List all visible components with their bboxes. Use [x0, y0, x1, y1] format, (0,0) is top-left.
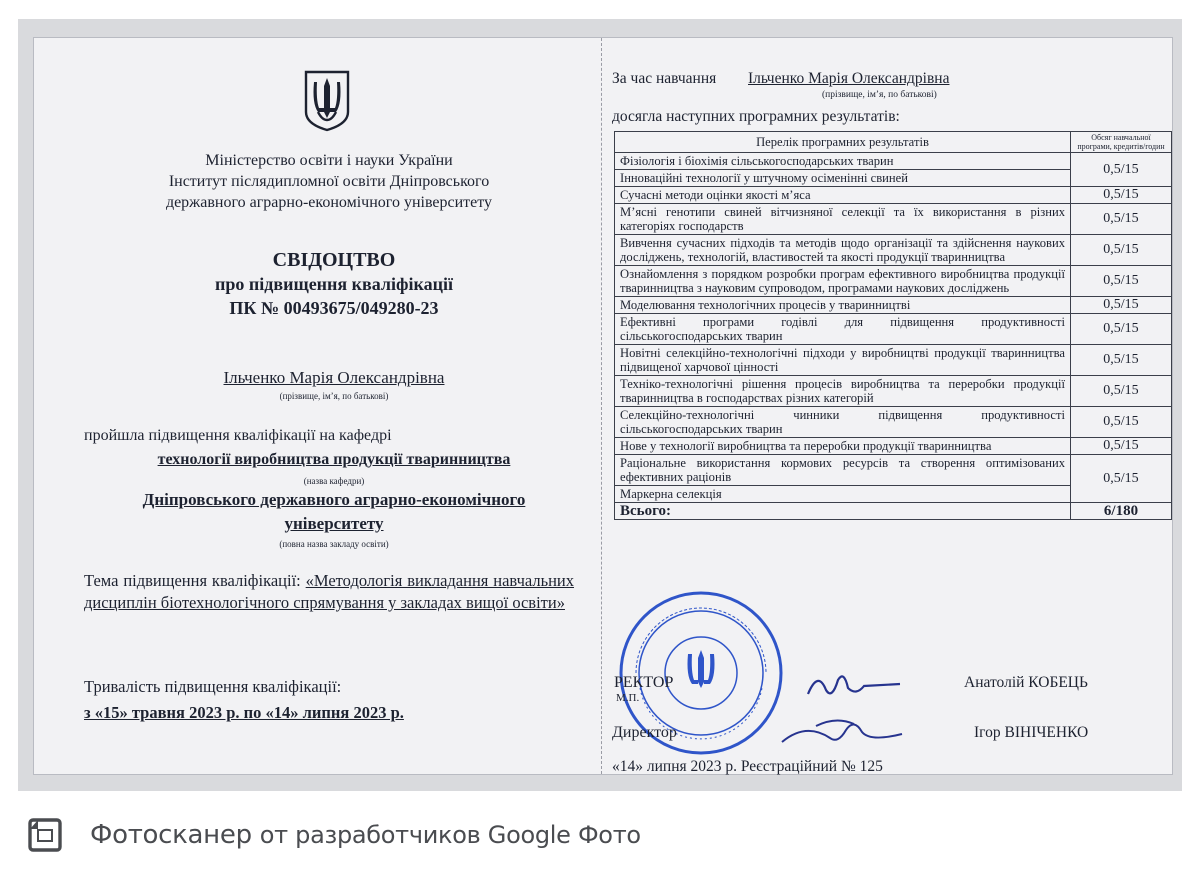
result-volume: 0,5/15: [1071, 438, 1172, 455]
table-row: [615, 376, 1172, 407]
results-name-hint: (прізвище, ім’я, по батькові): [822, 90, 937, 100]
rector-label: РЕКТОР: [614, 674, 674, 691]
results-person-name: Ільченко Марія Олександрівна: [748, 70, 950, 87]
result-item: М’ясні генотипи свиней вітчизняної селекції та їх використання в різних категоріях господарств: [615, 204, 1071, 235]
result-item: Моделювання технологічних процесів у тваринництві: [615, 297, 1071, 314]
results-table-body: [615, 153, 1172, 520]
institute-line: Інститут післядипломної освіти Дніпровського: [168, 173, 490, 190]
trident-emblem-icon: [302, 68, 352, 132]
results-table-header: [615, 132, 1172, 153]
director-label: Директор: [612, 724, 677, 741]
header-volume: Обсяг навчальної програми, кредитів/годин: [1071, 132, 1172, 153]
result-item: Інноваційні технології у штучному осімeнінні свиней: [615, 170, 1071, 187]
result-volume: 0,5/15: [1071, 407, 1172, 438]
director-name: Ігор ВІНІЧЕНКО: [974, 724, 1089, 741]
result-item: Фізіологія і біохімія сільськогосподарських тварин: [615, 153, 1071, 170]
passed-text-block: [84, 424, 584, 472]
app-banner-text: [90, 820, 641, 850]
table-row: [615, 204, 1172, 235]
person-name: Ільченко Марія Олександрівна: [223, 368, 445, 387]
name-hint: (прізвище, ім’я, по батькові): [279, 391, 389, 401]
duration-label: Тривалість підвищення кваліфікації:: [84, 677, 342, 696]
result-item: Нове у технології виробництва та переробки продукції тваринництва: [615, 438, 1071, 455]
photoscan-app-icon[interactable]: [28, 818, 62, 852]
table-row: [615, 407, 1172, 438]
total-value: 6/180: [1071, 503, 1172, 520]
result-volume: 0,5/15: [1071, 204, 1172, 235]
results-intro-label: За час навчання: [612, 70, 717, 87]
result-item: Ефективні програми годівлі для підвищення продуктивності сільськогосподарських тварин: [615, 314, 1071, 345]
topic-block: [84, 570, 574, 614]
result-item: Селекційно-технологічні чинники підвищення продуктивності сільськогосподарських тварин: [615, 407, 1071, 438]
ministry-line: Міністерство освіти і науки України: [205, 152, 453, 169]
results-table: [614, 131, 1172, 520]
result-volume: 0,5/15: [1071, 455, 1172, 503]
result-item: Вивчення сучасних підходів та методів щодо організації та здійснення наукових досліджень, технологій, властивостей та якості продукції тваринництва: [615, 235, 1071, 266]
results-achieved-text: досягла наступних програмних результатів:: [612, 108, 900, 125]
certificate-sheet: [33, 37, 1173, 775]
result-item: Маркерна селекція: [615, 486, 1071, 503]
table-row: [615, 455, 1172, 486]
passed-text: пройшла підвищення кваліфікації на кафедрі: [84, 427, 392, 444]
result-item: Новітні селекційно-технологічні підходи у виробництві продукції тваринництва підвищеної харчової цінності: [615, 345, 1071, 376]
university-line: державного аграрно-економічного університету: [165, 194, 493, 211]
total-label: Всього:: [615, 503, 1071, 520]
certificate-subtitle: про підвищення кваліфікації: [215, 274, 453, 294]
stamp-place-label: М.П.: [616, 692, 640, 704]
table-row: [615, 153, 1172, 170]
registration-line: «14» липня 2023 р. Реєстраційний № 125: [612, 758, 883, 775]
total-row: [615, 503, 1172, 520]
results-intro: [612, 70, 1172, 88]
result-volume: 0,5/15: [1071, 297, 1172, 314]
result-volume: 0,5/15: [1071, 376, 1172, 407]
result-item: Сучасні методи оцінки якості м’яса: [615, 187, 1071, 204]
department-hint: (назва кафедри): [303, 476, 365, 486]
university-line-1: Дніпровського державного аграрно-економічного: [142, 490, 526, 509]
table-row: [615, 235, 1172, 266]
result-volume: 0,5/15: [1071, 187, 1172, 204]
ministry-header: [104, 150, 554, 213]
fold-line: [601, 38, 602, 774]
table-row: [615, 314, 1172, 345]
result-item: Техніко-технологічні рішення процесів виробництва та переробки продукції тваринництва в господарствах різних категорій: [615, 376, 1071, 407]
header-items: Перелік програмних результатів: [615, 132, 1071, 153]
table-row: [615, 266, 1172, 297]
table-row: [615, 345, 1172, 376]
department-name: технології виробництва продукції тваринництва: [157, 451, 511, 468]
topic-label: Тема підвищення кваліфікації:: [84, 571, 301, 590]
result-volume: 0,5/15: [1071, 235, 1172, 266]
director-signature-icon: [776, 712, 906, 752]
duration-block: [84, 674, 584, 726]
table-row: [615, 297, 1172, 314]
certificate-number: ПК № 00493675/049280-23: [229, 298, 439, 318]
app-tagline: от разработчиков Google Фото: [259, 821, 641, 849]
app-name: Фотосканер: [90, 820, 252, 850]
university-name: [84, 488, 584, 536]
result-volume: 0,5/15: [1071, 345, 1172, 376]
scanned-photo: [18, 19, 1182, 791]
rector-signature-icon: [804, 666, 904, 702]
topic-value: «Методологія викладання навчальних дисциплін біотехнологічного спрямування у закладах вищої освіти»: [84, 571, 575, 612]
result-item: Раціональне використання кормових ресурсів та створення оптимізованих ефективних раціонів: [615, 455, 1071, 486]
certificate-title-block: [124, 248, 544, 320]
rector-name: Анатолій КОБЕЦЬ: [964, 674, 1088, 691]
table-row: [615, 187, 1172, 204]
result-item: Ознайомлення з порядком розробки програм ефективного виробництва продукції тваринництва з науковим супроводом, програмами наукових досліджень: [615, 266, 1071, 297]
result-volume: 0,5/15: [1071, 266, 1172, 297]
university-hint: (повна назва закладу освіти): [279, 539, 389, 549]
result-volume: 0,5/15: [1071, 314, 1172, 345]
app-banner: [24, 812, 1184, 862]
certificate-title: СВІДОЦТВО: [272, 249, 396, 271]
duration-value: з «15» травня 2023 р. по «14» липня 2023 р.: [84, 703, 404, 722]
result-volume: 0,5/15: [1071, 153, 1172, 187]
university-line-2: університету: [284, 514, 384, 533]
table-row: [615, 438, 1172, 455]
